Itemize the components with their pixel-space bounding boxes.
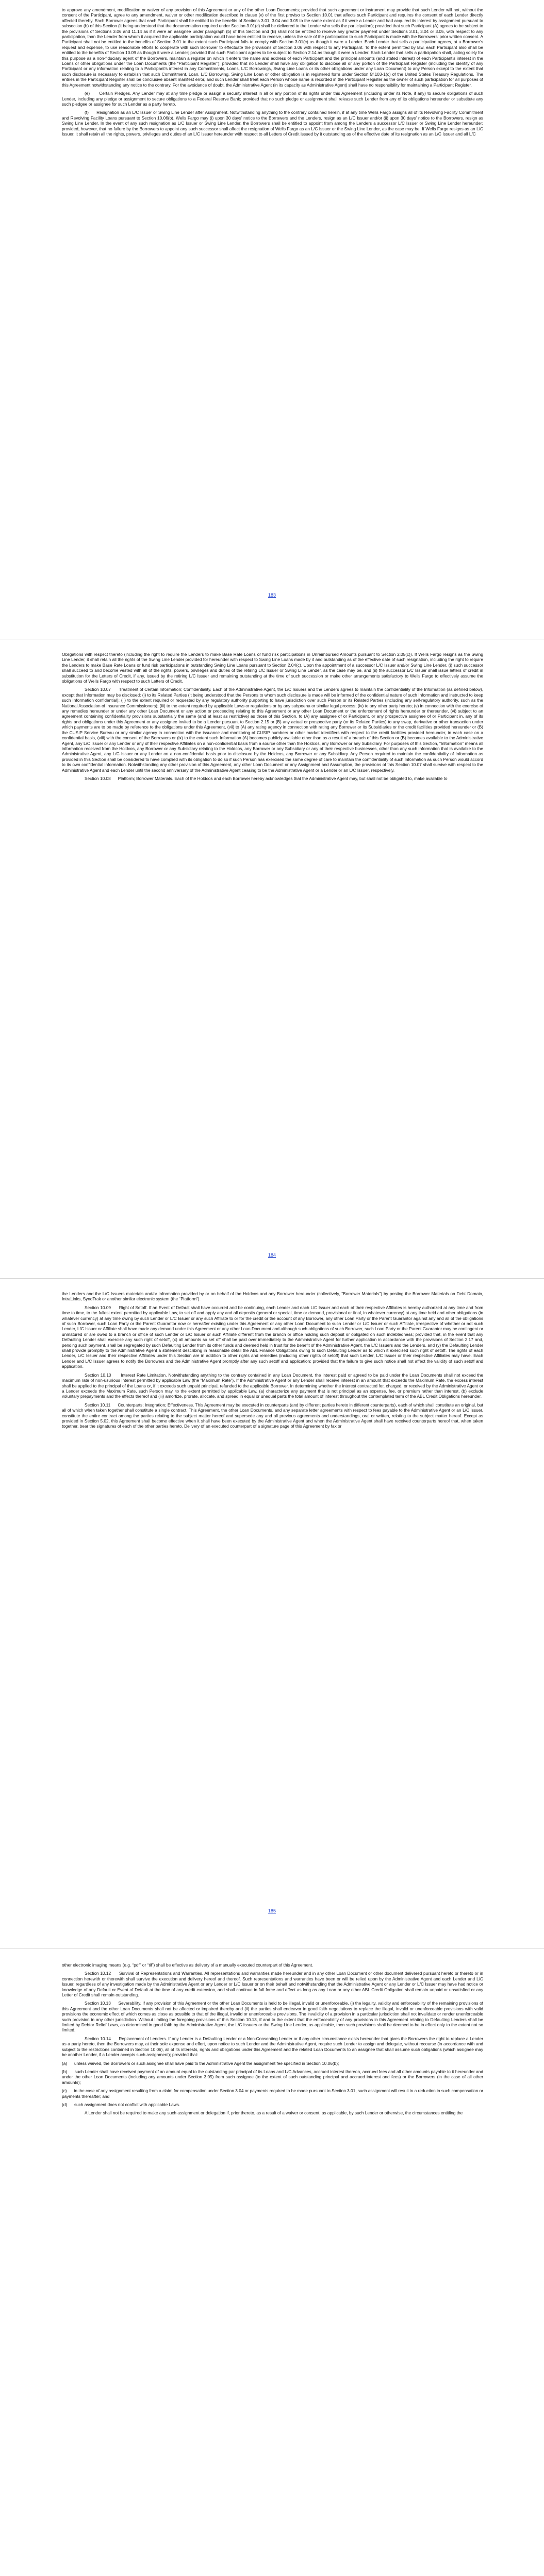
document-page-184: [0, 639, 544, 1278]
paragraph-electronic-imaging: other electronic imaging means (e.g. “pdf” or “tif”) shall be effective as delivery of a manually executed counterpart of this Agreement.: [62, 1962, 314, 1968]
paragraph-lc-obligations: Obligations with respect thereto (including the right to require the Lenders to make Base Rate Loans or fund risk participations in Unreimbursed Amounts pursuant to Section 2.05(c)). If Wells Fargo resigns as the Swing Line Lender, it shall retain all the rights of the Swing Line Lender provided for hereunder with respect to Swing Line Loans made by it and outstanding as of the effective date of such resignation, including the right to require the Lenders to make Base Rate Loans or fund risk participations in outstanding Swing Line Loans pursuant to Section 2.04(c). Upon the appointment of a successor L/C Issuer and/or Swing Line Lender, (i) such successor shall succeed to and become vested with all of the rights, powers, privileges and duties of the retiring L/C Issuer or Swing Line Lender, as the case may be, and (ii) the successor L/C Issuer shall issue letters of credit in substitution for the Letters of Credit, if any, issued by the retiring L/C Issuer and remaining outstanding at the time of such succession or make other arrangements satisfactory to Wells Fargo to effectively assume the obligations of Wells Fargo with respect to such Letters of Credit.: [62, 652, 483, 684]
paragraph-counterparts: Section 10.11 Counterparts; Integration; Effectiveness. This Agreement may be executed in counterparts (and by different parties hereto in different counterparts), each of which shall constitute an original, but all of which when taken together shall constitute a single contract. This Agreement, the other Loan Documents, and any separate letter agreements with respect to fees payable to the Administrative Agent or an L/C Issuer, constitute the entire contract among the parties relating to the subject matter hereof and supersede any and all previous agreements and understandings, oral or written, relating to the subject matter hereof. Except as provided in Section 5.02, this Agreement shall become effective when it shall have been executed by the Administrative Agent and when the Administrative Agent shall have received counterparts hereof that, when taken together, bear the signatures of each of the other parties hereto. Delivery of an executed counterpart of a signature page of this Agreement by fax or: [62, 1402, 483, 1429]
document-page-183: [0, 0, 544, 639]
paragraph-borrower-materials: the Lenders and the L/C Issuers materials and/or information provided by or on behalf of the Holdcos and any Borrower hereunder (collectively, “Borrower Materials”) by posting the Borrower Materials on Debt Domain, IntraLinks, SyndTrak or another similar electronic system (the “Platform”).: [62, 1291, 483, 1302]
list-item-c: (c) in the case of any assignment resulting from a claim for compensation under Section 3.04 or payments required to be made pursuant to Section 3.01, such assignment will result in a reduction in such compensation or payments thereafter; and: [62, 2088, 483, 2099]
page-body: [62, 652, 483, 784]
paragraph-severability: Section 10.13 Severability. If any provision of this Agreement or the other Loan Documents is held to be illegal, invalid or unenforceable, (i) the legality, validity and enforceability of the remaining provisions of this Agreement and the other Loan Documents shall not be affected or impaired thereby and (ii) the parties shall endeavor in good faith negotiations to replace the illegal, invalid or unenforceable provisions with valid provisions the economic effect of which comes as close as possible to that of the illegal, invalid or unenforceable provisions. The invalidity of a provision in a particular jurisdiction shall not invalidate or render unenforceable such provision in any other jurisdiction. Without limiting the foregoing provisions of this Section 10.13, if and to the extent that the enforceability of any provisions in this Agreement relating to Defaulting Lenders shall be limited by Debtor Relief Laws, as determined in good faith by the Administrative Agent, the L/C Issuers or the Swing Line Lender, as applicable, then such provisions shall be deemed to be in effect only to the extent not so limited.: [62, 2001, 483, 2033]
paragraph-right-of-setoff: Section 10.09 Right of Setoff. If an Event of Default shall have occurred and be continuing, each Lender and each L/C Issuer and each of their respective Affiliates is hereby authorized at any time and from time to time, to the fullest extent permitted by applicable Law, to set off and apply any and all deposits (general or special, time or demand, provisional or final, in whatever currency) at any time held and other obligations (in whatever currency) at any time owing by such Lender or L/C Issuer or any such Affiliate to or for the credit or the account of any Borrower, any other Loan Party or the Parent Guarantor against any and all of the obligations of such Borrower, such Loan Party or the Parent Guarantor now or hereafter existing under this Agreement or any other Loan Document to such Lender or L/C Issuer or such Affiliate, irrespective of whether or not such Lender, L/C Issuer or Affiliate shall have made any demand under this Agreement or any other Loan Document and although such obligations of such Borrower, such Loan Party or the Parent Guarantor may be contingent or unmatured or are owed to a branch or office of such Lender or L/C Issuer or such Affiliate different from the branch or office holding such deposit or obligated on such indebtedness; provided that, in the event that any Defaulting Lender shall exercise any such right of setoff, (x) all amounts so set off shall be paid over immediately to the Administrative Agent for further application in accordance with the provisions of Section 2.17 and, pending such payment, shall be segregated by such Defaulting Lender from its other funds and deemed held in trust for the benefit of the Administrative Agent, the L/C Issuers and the Lenders, and (y) the Defaulting Lender shall provide promptly to the Administrative Agent a statement describing in reasonable detail the ABL Finance Obligations owing to such Defaulting Lender as to which it exercised such right of setoff. The rights of each Lender, L/C Issuer and their respective Affiliates under this Section are in addition to other rights and remedies (including other rights of setoff) that such Lender, L/C Issuer or their respective Affiliates may have. Each Lender and L/C Issuer agrees to notify the Borrowers and the Administrative Agent promptly after any such setoff and application; provided that the failure to give such notice shall not affect the validity of such setoff and application.: [62, 1304, 483, 1369]
paragraph-resignation: (f) Resignation as an L/C Issuer or Swing Line Lender after Assignment. Notwithstanding anything to the contrary contained herein, if at any time Wells Fargo assigns all of its Revolving Facility Commitment and Revolving Facility Loans pursuant to Section 10.06(b), Wells Fargo may (i) upon 30 days’ notice to the Borrowers and the Lenders, resign as an L/C Issuer and/or (ii) upon 30 days’ notice to the Borrowers, resign as Swing Line Lender. In the event of any such resignation as L/C Issuer or Swing Line Lender, the Borrowers shall be entitled to appoint from among the Lenders a successor L/C Issuer or Swing Line Lender hereunder; provided, however, that no failure by the Borrowers to appoint any such successor shall affect the resignation of Wells Fargo as an L/C Issuer or the Swing Line Lender, as the case may be. If Wells Fargo resigns as an L/C Issuer, it shall retain all the rights, powers, privileges and duties of an L/C Issuer hereunder with respect to all Letters of Credit issued by it outstanding as of the effective date of its resignation as an L/C Issuer and all L/C: [62, 110, 483, 137]
paragraph-platform: Section 10.08 Platform; Borrower Materials. Each of the Holdcos and each Borrower hereby acknowledges that the Administrative Agent may, but shall not be obligated to, make available to: [85, 775, 448, 781]
page-number[interactable]: 183: [268, 592, 276, 598]
page-body: [62, 1962, 483, 2119]
paragraph-survival: Section 10.12 Survival of Representations and Warranties. All representations and warranties made hereunder and in any other Loan Document or other document delivered pursuant hereto or thereto or in connection herewith or therewith shall survive the execution and delivery hereof and thereof. Such representations and warranties have been or will be relied upon by the Administrative Agent and each Lender and L/C Issuer, regardless of any investigation made by the Administrative Agent or any Lender or L/C Issuer or on their behalf and notwithstanding that the Administrative Agent or any Lender or L/C Issuer may have had notice or knowledge of any Default or Event of Default at the time of any credit extension, and shall continue in full force and effect as long as any Loan or any other ABL Credit Obligation shall remain unpaid or unsatisfied or any Letter of Credit shall remain outstanding.: [62, 1971, 483, 1998]
paragraph-interest-rate-limitation: Section 10.10 Interest Rate Limitation. Notwithstanding anything to the contrary contained in any Loan Document, the interest paid or agreed to be paid under the Loan Documents shall not exceed the maximum rate of non-usurious interest permitted by applicable Law (the “Maximum Rate”). If the Administrative Agent or any Lender shall receive interest in an amount that exceeds the Maximum Rate, the excess interest shall be applied to the principal of the Loans or, if it exceeds such unpaid principal, refunded to the applicable Borrower. In determining whether the interest contracted for, charged, or received by the Administrative Agent or a Lender exceeds the Maximum Rate, such Person may, to the extent permitted by applicable Law, (a) characterize any payment that is not principal as an expense, fee, or premium rather than interest, (b) exclude voluntary prepayments and the effects thereof and (iii) amortize, prorate, allocate, and spread in equal or unequal parts the total amount of interest throughout the contemplated term of the ABL Credit Obligations hereunder.: [62, 1372, 483, 1399]
paragraph-assignment-not-required: A Lender shall not be required to make any such assignment or delegation if, prior thereto, as a result of a waiver or consent, as applicable, by such Lender or otherwise, the circumstances entitling the: [85, 2110, 463, 2116]
document-page-186: [0, 1949, 544, 2576]
list-item-a: (a) unless waived, the Borrowers or such assignee shall have paid to the Administrative Agent the assignment fee specified in Section 10.06(b);: [62, 2060, 339, 2066]
page-body: [62, 1291, 483, 1432]
page-number[interactable]: 185: [268, 1908, 276, 1913]
page-number[interactable]: 184: [268, 1252, 276, 1258]
paragraph-certain-pledges: (e) Certain Pledges. Any Lender may at any time pledge or assign a security interest in all or any portion of its rights under this Agreement (including under its Note, if any) to secure obligations of such Lender, including any pledge or assignment to secure obligations to a Federal Reserve Bank; provided that no such pledge or assignment shall release such Lender from any of its obligations hereunder or substitute any such pledgee or assignee for such Lender as a party hereto.: [62, 91, 483, 107]
paragraph-replacement-of-lenders: Section 10.14 Replacement of Lenders. If any Lender is a Defaulting Lender or a Non-Consenting Lender or if any other circumstance exists hereunder that gives the Borrowers the right to replace a Lender as a party hereto, then the Borrowers may, at their sole expense and effort, upon notice to such Lender and the Administrative Agent, require such Lender to assign and delegate, without recourse (in accordance with and subject to the restrictions contained in Section 10.06), all of its interests, rights and obligations under this Agreement and the related Loan Documents to an assignee that shall assume such obligations (which assignee may be another Lender, if a Lender accepts such assignment); provided that:: [62, 2036, 483, 2058]
document-page-185: [0, 1279, 544, 1948]
page-body: [62, 7, 483, 140]
list-item-b: (b) such Lender shall have received payment of an amount equal to the outstanding par principal of its Loans and L/C Advances, accrued interest thereon, accrued fees and all other amounts payable to it hereunder and under the other Loan Documents (including any amounts under Section 3.05) from such assignee (to the extent of such outstanding principal and accrued interest and fees) or the Borrowers (in the case of all other amounts);: [62, 2069, 483, 2085]
paragraph-confidentiality: Section 10.07 Treatment of Certain Information; Confidentiality. Each of the Administrative Agent, the L/C Issuers and the Lenders agrees to maintain the confidentiality of the Information (as defined below), except that Information may be disclosed: (i) to its Related Parties (it being understood that the Persons to whom such disclosure is made will be informed of the confidential nature of such Information and instructed to keep such Information confidential); (ii) to the extent required or requested by any regulatory authority purporting to have jurisdiction over such Person or its Related Parties (including any self-regulatory authority, such as the National Association of Insurance Commissioners); (iii) to the extent required by applicable Laws or regulations or by any subpoena or similar legal process; (iv) to any other party hereto; (v) in connection with the exercise of any remedies hereunder or under any other Loan Document or any action or proceeding relating to this Agreement or any other Loan Document or the enforcement of rights hereunder or thereunder, (vi) subject to an agreement containing confidentiality provisions substantially the same (and at least as restrictive) as those of this Section, to (A) any assignee of or Participant, or any prospective assignee of or Participant in, any of its rights and obligations under this Agreement or any assignee invited to be a Lender pursuant to Section 2.15 or (B) any actual or prospective party (or its Related Parties) to any swap, derivative or other transaction under which payments are to be made by reference to the obligations under this Agreement, (vii) to (A) any rating agency in connection with rating any Borrower or its Subsidiaries or the credit facilities provided hereunder or (B) the CUSIP Service Bureau or any similar agency in connection with the issuance and monitoring of CUSIP numbers or other market identifiers with respect to the credit facilities provided hereunder, in each case on a confidential basis, (viii) with the consent of the Borrowers or (ix) to the extent such Information (A) becomes publicly available other than as a result of a breach of this Section or (B) becomes available to the Administrative Agent, any L/C Issuer or any Lender or any of their respective Affiliates on a non-confidential basis from a source other than the Holdcos, any Borrower or any Subsidiary. For purposes of this Section, “Information” means all information received from the Holdcos, any Borrower or any Subsidiary relating to the Holdcos, any Borrower or any Subsidiary or any of their respective businesses, other than any such information that is available to the Administrative Agent, any L/C Issuer or any Lender on a non-confidential basis prior to disclosure by the Holdcos, any Borrower or any Subsidiary. Any Person required to maintain the confidentiality of Information as provided in this Section shall be considered to have complied with its obligation to do so if such Person has exercised the same degree of care to maintain the confidentiality of such Information as such Person would accord to its own confidential information. Notwithstanding any other provision of this Agreement, any other Loan Document or any Assignment and Assumption, the provisions of this Section 10.07 shall survive with respect to the Administrative Agent and each Lender until the second anniversary of the Administrative Agent ceasing to be the Administrative Agent or a Lender or an L/C Issuer, respectively.: [62, 687, 483, 773]
paragraph-participations: to approve any amendment, modification or waiver of any provision of this Agreement or any of the other Loan Documents; provided that such agreement or instrument may provide that such Lender will not, without the consent of the Participant, agree to any amendment, waiver or other modification described in clause (v) of the first proviso to Section 10.01 that affects such Participant and requires the consent of each Lender directly affected thereby. Each Borrower agrees that each Participant shall be entitled to the benefits of Sections 3.01, 3.04 and 3.05 to the same extent as if it were a Lender and had acquired its interest by assignment pursuant to subsection (b) of this Section (it being understood that the documentation required under Section 3.01(c) shall be delivered to the Lender who sells the participation); provided that such Participant (A) agrees to be subject to the provisions of Sections 3.06 and 11.14 as if it were an assignee under paragraph (b) of this Section and (B) shall not be entitled to receive any greater payment under Sections 3.01, 3.04 or 3.05, with respect to any participation, than the Lender from whom it acquired the applicable participation would have been entitled to receive, unless the sale of the participation to such Participant is made with the Borrowers’ prior written consent. A Participant shall not be entitled to the benefits of Section 3.01 to the extent such Participant fails to comply with Section 3.01(c) as though it were a Lender. Each Lender that sells a participation agrees, at a Borrower’s request and expense, to use reasonable efforts to cooperate with such Borrower to effectuate the provisions of Section 3.06 with respect to any Participant. To the extent permitted by law, each Participant also shall be entitled to the benefits of Section 10.09 as though it were a Lender; provided that such Participant agrees to be subject to Section 2.14 as though it were a Lender. Each Lender that sells a participation shall, acting solely for this purpose as a non-fiduciary agent of the Borrowers, maintain a register on which it enters the name and address of each Participant and the principal amounts (and stated interest) of each Participant’s interest in the Loans or other obligations under the Loan Documents (the “Participant Register”); provided that no Lender shall have any obligation to disclose all or any portion of the Participant Register (including the identity of any Participant or any information relating to a Participant’s interest in any Commitments, Loans, L/C Borrowings, Swing Line Loans or its other obligations under any Loan Document) to any Person except to the extent that such disclosure is necessary to establish that such Commitment, Loan, L/C Borrowing, Swing Line Loan or other obligation is in registered form under Section 5f.103-1(c) of the United States Treasury Regulations. The entries in the Participant Register shall be conclusive absent manifest error, and such Lender shall treat each Person whose name is recorded in the Participant Register as the owner of such participation for all purposes of this Agreement notwithstanding any notice to the contrary. For the avoidance of doubt, the Administrative Agent (in its capacity as Administrative Agent) shall have no responsibility for maintaining a Participant Register.: [62, 7, 483, 88]
list-item-d: (d) such assignment does not conflict with applicable Laws.: [62, 2102, 180, 2107]
